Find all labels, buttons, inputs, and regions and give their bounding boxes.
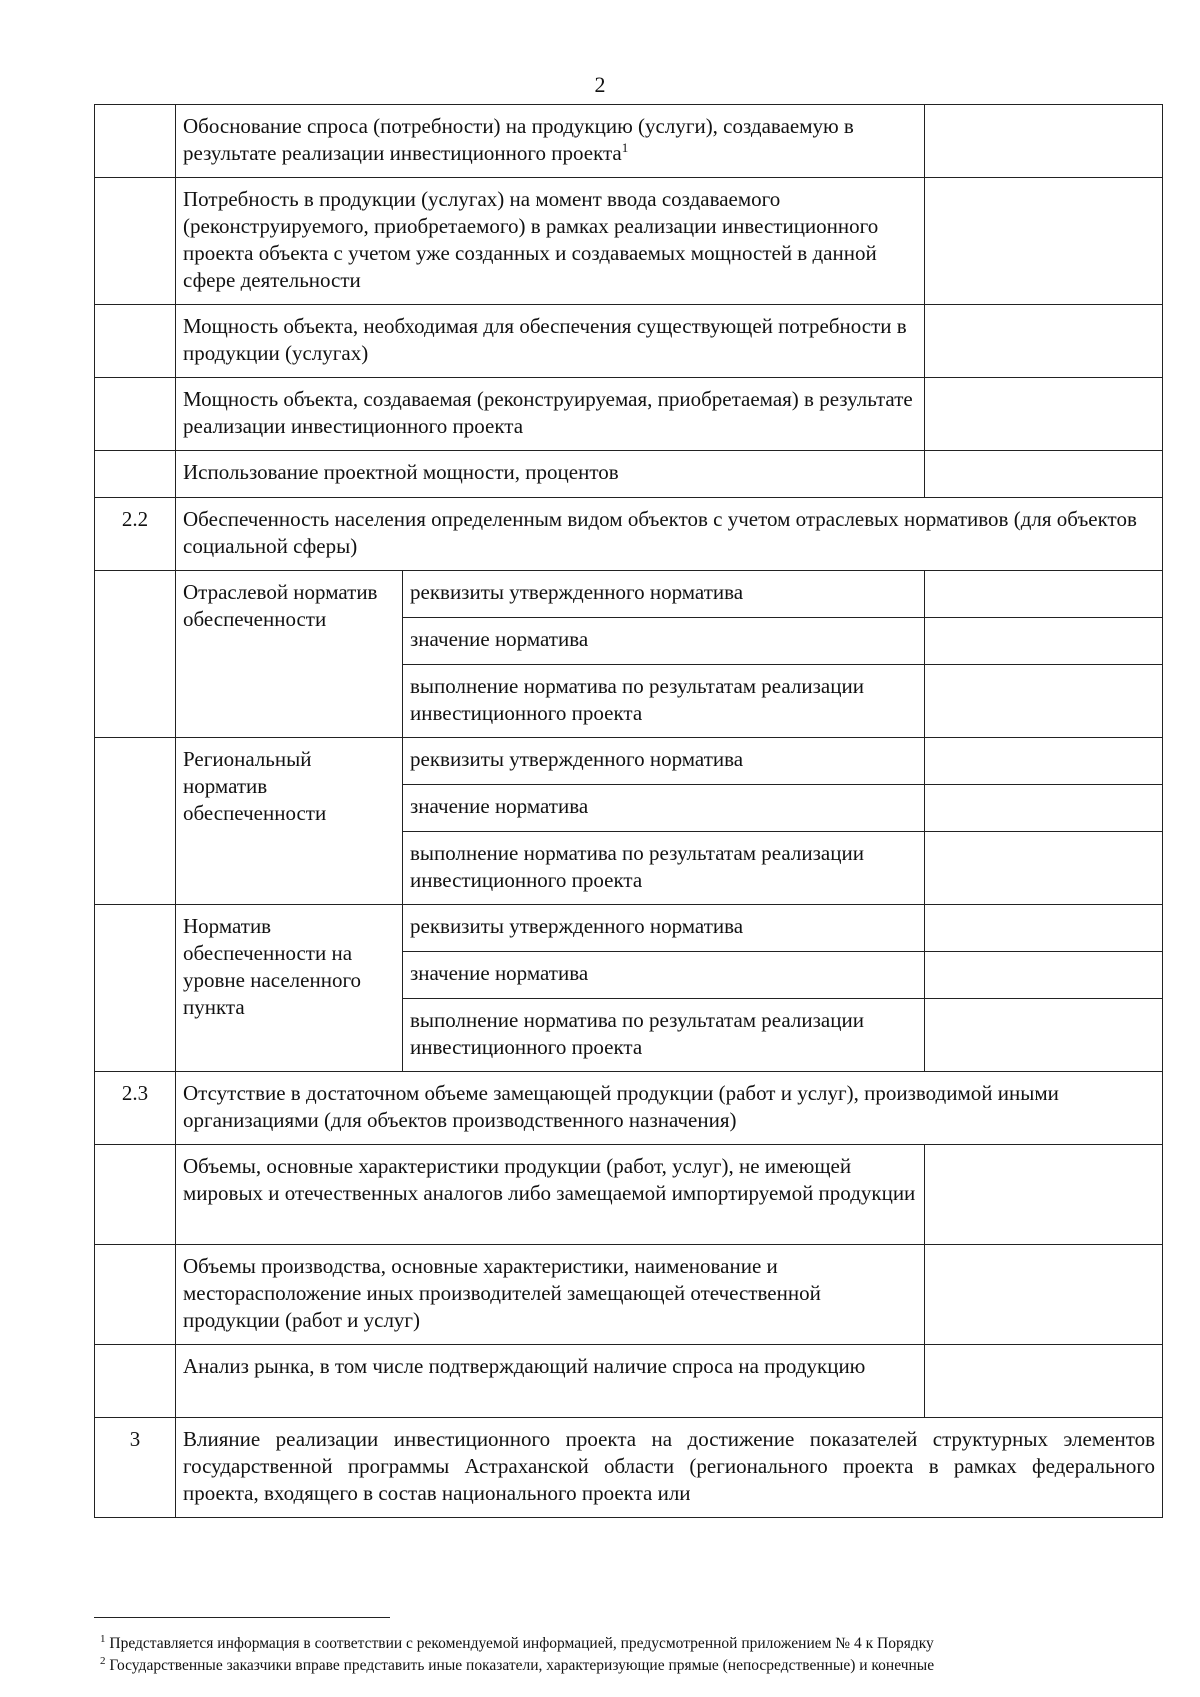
value-cell[interactable] [925,1345,1163,1418]
norm-item-text: значение норматива [403,785,925,832]
table-row [95,498,1163,571]
row-number-cell [95,905,176,1072]
capacity-required-text: Мощность объекта, необходимая для обеспечения существующей потребности в продукции (услугах) [176,305,925,378]
row-number-cell [95,451,176,498]
capacity-created-text: Мощность объекта, создаваемая (реконструируемая, приобретаемая) в результате реализации инвестиционного проекта [176,378,925,451]
footnote-2 [100,1655,1160,1677]
table-row [95,105,1163,178]
value-cell[interactable] [925,451,1163,498]
table-row [95,571,1163,618]
row-label-cell [176,105,925,178]
norm-group-label: Региональный норматив обеспеченности [176,738,403,905]
footnotes [100,1633,1160,1677]
row-number-cell [95,105,176,178]
section-3-text: Влияние реализации инвестиционного проекта на достижение показателей структурных элементов государственной программы Астраханской области (регионального проекта в рамках федерального проекта, входящего в состав национального проекта или [176,1418,1163,1518]
table-row [95,738,1163,785]
norm-item-text: выполнение норматива по результатам реализации инвестиционного проекта [403,999,925,1072]
row-number-cell [95,571,176,738]
value-cell[interactable] [925,1245,1163,1345]
value-cell[interactable] [925,665,1163,738]
table-row [95,305,1163,378]
value-cell[interactable] [925,952,1163,999]
norm-item-text: реквизиты утвержденного норматива [403,738,925,785]
value-cell[interactable] [925,305,1163,378]
row-number-cell [95,305,176,378]
value-cell[interactable] [925,105,1163,178]
page-number: 2 [594,72,606,97]
row-number-cell [95,1345,176,1418]
row-number-cell [95,1145,176,1245]
value-cell[interactable] [925,178,1163,305]
footnote-divider [94,1617,390,1618]
norm-group-label: Норматив обеспеченности на уровне населенного пункта [176,905,403,1072]
section-number: 2.3 [95,1072,176,1145]
capacity-usage-text: Использование проектной мощности, процентов [176,451,925,498]
footnote-mark: 2 [100,1655,106,1667]
need-at-commissioning-text: Потребность в продукции (услугах) на момент ввода создаваемого (реконструируемого, приобретаемого) в рамках реализации инвестиционного проекта объекта с учетом уже созданных и создаваемых мощностей в данной сфере деятельности [176,178,925,305]
norm-group-label: Отраслевой норматив обеспеченности [176,571,403,738]
footnote-1 [100,1633,1160,1655]
table-row [95,451,1163,498]
table-row [95,905,1163,952]
section-2-2-text: Обеспеченность населения определенным видом объектов с учетом отраслевых нормативов (для объектов социальной сферы) [176,498,1163,571]
section-number: 3 [95,1418,176,1518]
norm-item-text: выполнение норматива по результатам реализации инвестиционного проекта [403,832,925,905]
value-cell[interactable] [925,571,1163,618]
value-cell[interactable] [925,785,1163,832]
footnote-ref: 1 [621,140,629,155]
table-row [95,1145,1163,1245]
table-row [95,1245,1163,1345]
norm-item-text: реквизиты утвержденного норматива [403,905,925,952]
table-row [95,178,1163,305]
row-number-cell [95,738,176,905]
table-row [95,1345,1163,1418]
footnote-mark: 1 [100,1633,106,1645]
value-cell[interactable] [925,1145,1163,1245]
investment-project-table [94,104,1163,1518]
volumes-unique-text: Объемы, основные характеристики продукции (работ, услуг), не имеющей мировых и отечественных аналогов либо замещаемой импортируемой продукции [176,1145,925,1245]
footnote-text: Государственные заказчики вправе представить иные показатели, характеризующие прямые (непосредственные) и конечные [109,1657,935,1674]
section-number: 2.2 [95,498,176,571]
table-row [95,378,1163,451]
norm-item-text: реквизиты утвержденного норматива [403,571,925,618]
table-row [95,1072,1163,1145]
value-cell[interactable] [925,832,1163,905]
table-row [95,1418,1163,1518]
value-cell[interactable] [925,738,1163,785]
value-cell[interactable] [925,905,1163,952]
row-number-cell [95,378,176,451]
value-cell[interactable] [925,999,1163,1072]
norm-item-text: выполнение норматива по результатам реализации инвестиционного проекта [403,665,925,738]
demand-justification-text: Обоснование спроса (потребности) на продукцию (услуги), создаваемую в результате реализации инвестиционного проекта [183,114,854,165]
norm-item-text: значение норматива [403,618,925,665]
norm-item-text: значение норматива [403,952,925,999]
value-cell[interactable] [925,618,1163,665]
footnote-text: Представляется информация в соответствии с рекомендуемой информацией, предусмотренной приложением № 4 к Порядку [109,1635,934,1652]
row-number-cell [95,178,176,305]
row-number-cell [95,1245,176,1345]
section-2-3-text: Отсутствие в достаточном объеме замещающей продукции (работ и услуг), производимой иными организациями (для объектов производственного назначения) [176,1072,1163,1145]
volumes-other-producers-text: Объемы производства, основные характеристики, наименование и месторасположение иных производителей замещающей отечественной продукции (работ и услуг) [176,1245,925,1345]
value-cell[interactable] [925,378,1163,451]
market-analysis-text: Анализ рынка, в том числе подтверждающий наличие спроса на продукцию [176,1345,925,1418]
